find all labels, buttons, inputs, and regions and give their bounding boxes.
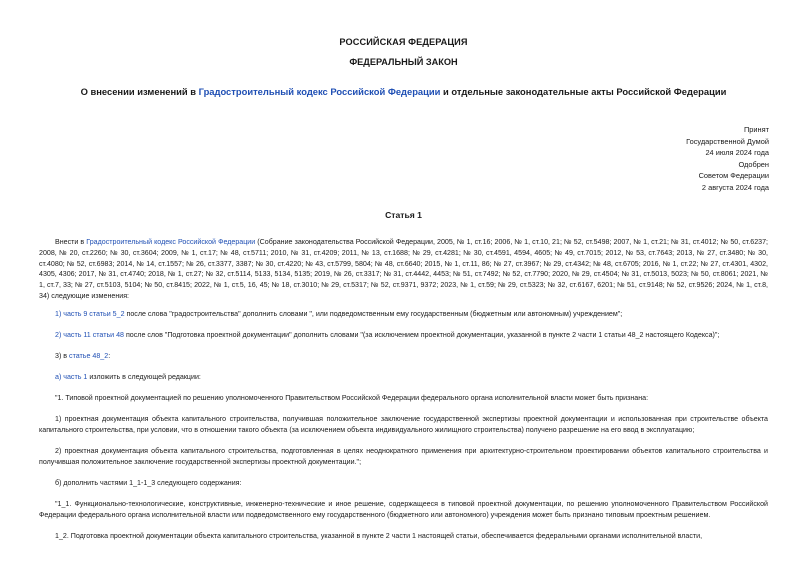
item-a: [39, 372, 768, 383]
adoption-line: Принят: [743, 125, 769, 134]
title-code-link[interactable]: Градостроительный кодекс Российской Федерации: [198, 86, 441, 97]
quote-paragraph: "1. Типовой проектной документацией по решению уполномоченного Правительством Российской Федерации федерального органа исполнительной власти может быть признана:: [55, 394, 649, 402]
item-3-number: 3) в: [55, 352, 70, 360]
adoption-line: Государственной Думой: [686, 136, 769, 146]
quote-paragraph: 1) проектная документация объекта капитального строительства, получившая положительное заключение государственной экспертизы проектной документации и использованная при строительстве объекта капитального строительства, при условии, что в отношении такого объекта (за исключением объекта индивидуального жилищного строительства) получено разрешение на его ввод в эксплуатацию;: [39, 415, 768, 434]
item-a-link[interactable]: часть 1: [63, 373, 88, 381]
adoption-line: 2 августа 2024 года: [701, 182, 769, 192]
item-1-link[interactable]: часть 9 статьи 5_2: [63, 310, 125, 318]
quote-paragraph: 1_2. Подготовка проектной документации объекта капитального строительства, указанной в пункте 2 части 1 настоящей статьи, обеспечивается федеральными органами исполнительной власти,: [55, 532, 703, 540]
country-header: РОССИЙСКАЯ ФЕДЕРАЦИЯ: [339, 37, 468, 47]
item-3-link[interactable]: статье 48_2: [69, 352, 109, 360]
intro-code-link[interactable]: Градостроительный кодекс Российской Федерации: [86, 238, 256, 246]
item-2-link[interactable]: часть 11 статьи 48: [63, 331, 124, 339]
law-type-header: ФЕДЕРАЛЬНЫЙ ЗАКОН: [349, 57, 458, 67]
item-1-text: после слова "градостроительства" дополнить словами ", или подведомственным ему государственным (бюджетным или автономным) учреждением";: [124, 310, 623, 318]
title-suffix: и отдельные законодательные акты Российской Федерации: [440, 86, 727, 97]
item-a-text: изложить в следующей редакции:: [87, 373, 201, 381]
item-1: [39, 309, 768, 320]
item-b: б) дополнить частями 1_1-1_3 следующего содержания:: [55, 479, 242, 487]
intro-prefix: Внести в: [55, 238, 87, 246]
item-3: [39, 351, 768, 362]
law-title: [0, 86, 807, 97]
item-a-number: а): [55, 373, 64, 381]
item-2-text: после слов "Подготовка проектной документации" дополнить словами "(за исключением проектной документации, указанной в пункте 2 части 1 статьи 48_2 настоящего Кодекса)";: [124, 331, 720, 339]
adoption-line: Советом Федерации: [698, 171, 769, 181]
quote-paragraph: 2) проектная документация объекта капитального строительства, подготовленная в целях неоднократного применения при архитектурно-строительном проектировании объектов капитального строительства и получившая положительное заключение государственной экспертизы проектной документации.";: [39, 447, 768, 466]
item-1-number: 1): [55, 310, 64, 318]
item-3-text: :: [108, 352, 111, 360]
quote-paragraph: "1_1. Функционально-технологические, конструктивные, инженерно-технические и иное решение, содержащееся в типовой проектной документации, по решению уполномоченного Правительством Российской Федерации федерального органа исполнительной власти или подведомственного ему государственного (бюджетного или автономного) учреждения может быть признано типовым проектным решением.: [39, 500, 768, 519]
adoption-line: 24 июля 2024 года: [705, 148, 769, 158]
article-title: Статья 1: [385, 210, 422, 220]
title-prefix: О внесении изменений в: [80, 86, 199, 97]
adoption-block: [686, 124, 769, 194]
adoption-line: Одобрен: [738, 159, 769, 169]
intro-text: (Собрание законодательства Российской Федерации, 2005, № 1, ст.16; 2006, № 1, ст.10, 21; № 52, ст.5498; 2007, № 1, ст.21; № 31, ст.4012; № 50, ст.6237; 2008, № 20, ст.2260; № 30, ст.3604; 2009, № 1, ст.17; № 48, ст.5711; 2010, № 31, ст.4209; 2011, № 13, ст.1688; № 29, ст.4281; № 30, ст.4591, 4594, 4605; № 49, ст.7015; 2012, № 53, ст.7643; 2013, № 27, ст.3480; № 30, ст.4080; № 52, ст.6983; 2014, № 14, ст.1557; № 26, ст.3377, 3387; № 30, ст.4220; № 43, ст.5799, 5804; № 48, ст.6640; 2015, № 1, ст.11, 86; № 27, ст.3967; № 29, ст.4342; № 48, ст.6705; 2016, № 1, ст.22; № 27, ст.4301, 4302, 4305, 4306; 2017, № 31, ст.4740; 2018, № 1, ст.27; № 32, ст.5114, 5133, 5134, 5135; 2019, № 26, ст.3317; № 31, ст.4442, 4453; № 51, ст.7492; № 52, ст.7790; 2020, № 29, ст.4504; № 31, ст.5013, 5023; № 50, ст.8061; 2021, № 1, ст.7, 33; № 27, ст.5103, 5104; № 50, ст.8415; 2022, № 1, ст.5, 16, 45; № 18, ст.3010; № 29, ст.5317; № 52, ст.9371, 9372; 2023, № 1, ст.59; № 29, ст.5323; № 32, ст.6167, 6201; № 51, ст.9148; № 52, ст.9526; 2024, № 1, ст.8, 34) следующие изменения:: [39, 238, 768, 300]
intro-paragraph: [39, 237, 768, 302]
item-2: [39, 330, 768, 341]
item-2-number: 2): [55, 331, 64, 339]
